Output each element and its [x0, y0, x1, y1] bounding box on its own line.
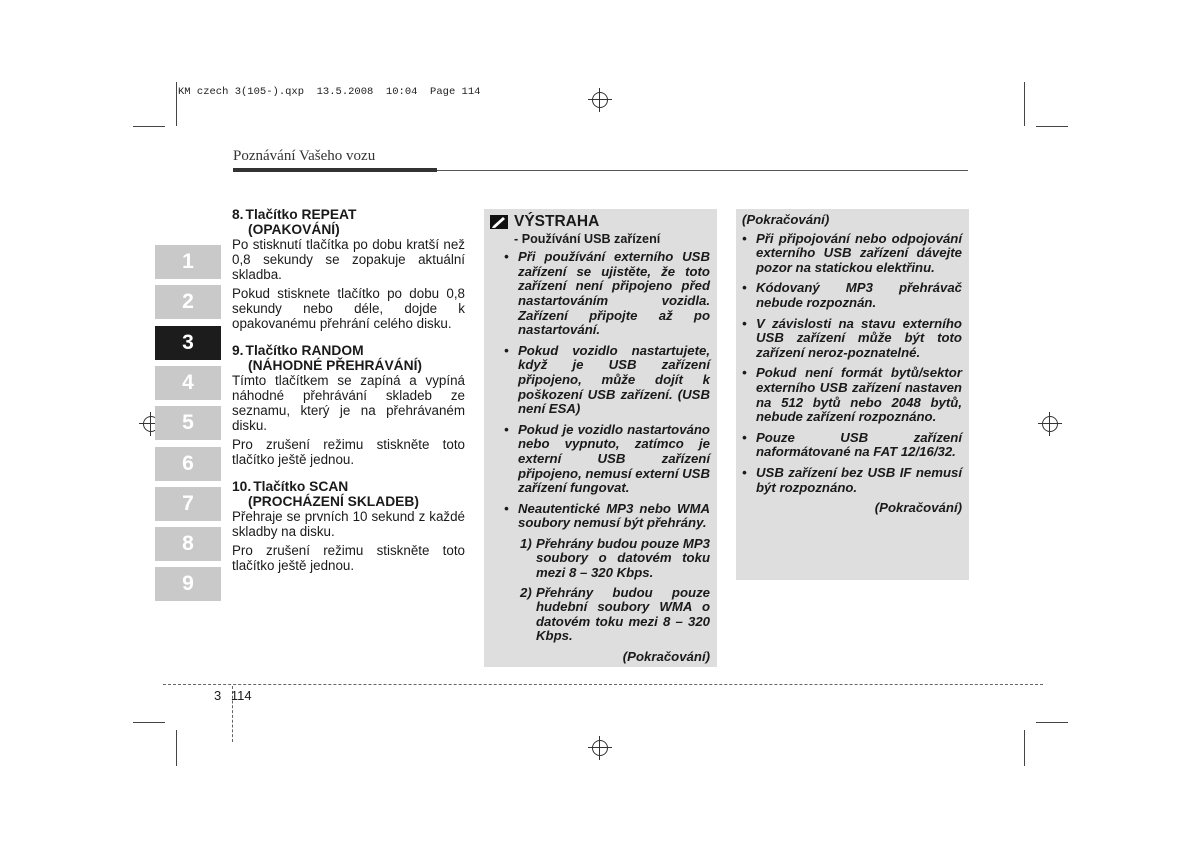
registration-mark-icon	[588, 736, 612, 760]
paragraph: Přehraje se prvních 10 sekund z každé skladby na disku.	[232, 509, 465, 539]
continued-label: (Pokračování)	[874, 500, 962, 516]
paragraph: Pokud stisknete tlačítko po dobu 0,8 sekundy nebo déle, dojde k opakovanému přehrání celého disku.	[232, 286, 465, 331]
chapter-tab-5[interactable]: 5	[155, 406, 221, 440]
crop-mark	[1036, 126, 1068, 127]
item-heading: 10. Tlačítko SCAN (PROCHÁZENÍ SKLADEB)	[232, 479, 419, 509]
sub-list	[504, 537, 710, 644]
crop-mark	[176, 82, 177, 126]
chapter-tab-2[interactable]: 2	[155, 285, 221, 319]
crop-mark	[133, 126, 165, 127]
item-heading: 9. Tlačítko RANDOM (NÁHODNÉ PŘEHRÁVÁNÍ)	[232, 343, 422, 373]
warning-subtitle: - Používání USB zařízení	[514, 231, 661, 246]
list-item: • V závislosti na stavu externího USB zařízení může být toto zařízení neroz-poznatelné.	[742, 315, 962, 360]
paragraph: Pro zrušení režimu stiskněte toto tlačítko ještě jednou.	[232, 437, 465, 467]
continued-label: (Pokračování)	[742, 212, 830, 227]
warning-title: VÝSTRAHA	[504, 215, 710, 230]
chapter-tab-6[interactable]: 6	[155, 447, 221, 481]
paragraph: Tímto tlačítkem se zapíná a vypíná náhodné přehrávání skladeb ze seznamu, který je na přehrávaném disku.	[232, 373, 465, 433]
print-slug: KM czech 3(105-).qxp 13.5.2008 10:04 Page 114	[178, 86, 481, 98]
crop-mark	[1024, 730, 1025, 766]
sub-list-item: 1) Přehrány budou pouze MP3 soubory o datovém toku mezi 8 – 320 Kbps.	[520, 535, 710, 581]
crop-mark	[133, 722, 165, 723]
list-item: • Kódovaný MP3 přehrávač nebude rozpoznán.	[742, 280, 962, 310]
registration-mark-icon	[588, 88, 612, 112]
list-item: • Pouze USB zařízení naformátované na FAT 12/16/32.	[742, 429, 962, 460]
chapter-tab-1[interactable]: 1	[155, 245, 221, 279]
list-item: • Při používání externího USB zařízení se ujistěte, že toto zařízení není připojeno před nastartováním vozidla. Zařízení připojte až po nastartování.	[504, 249, 710, 338]
sub-list-item: 2) Přehrány budou pouze hudební soubory WMA o datovém toku mezi 8 – 320 Kbps.	[520, 584, 710, 644]
chapter-tab-4[interactable]: 4	[155, 366, 221, 400]
list-item: • Pokud není formát bytů/sektor externího USB zařízení nastaven na 512 bytů nebo 2048 bytů, nebude zařízení rozpoznáno.	[742, 365, 962, 425]
paragraph: Pro zrušení režimu stiskněte toto tlačítko ještě jednou.	[232, 543, 465, 573]
list-item: • Pokud je vozidlo nastartováno nebo vypnuto, zatímco je externí USB zařízení připojeno, nemusí externí USB zařízení fungovat.	[504, 421, 710, 496]
chapter-tab-9[interactable]: 9	[155, 567, 221, 601]
footer-rule	[163, 684, 1043, 685]
chapter-number: 3	[214, 688, 222, 703]
warning-list	[504, 250, 710, 531]
list-item: • Pokud vozidlo nastartujete, když je USB zařízení připojeno, může dojít k poškození USB zařízení. (USB není ESA)	[504, 342, 710, 417]
crop-mark	[176, 730, 177, 766]
chapter-tab-7[interactable]: 7	[155, 487, 221, 521]
warning-box-continued	[736, 209, 969, 580]
header-rule-accent	[233, 168, 437, 172]
chapter-tab-3-active[interactable]: 3	[155, 326, 221, 360]
continued-label: (Pokračování)	[622, 649, 710, 665]
warning-list	[742, 232, 962, 496]
crop-mark	[1024, 82, 1025, 126]
warning-icon	[490, 215, 508, 229]
item-repeat	[232, 207, 465, 331]
section-title: Poznávání Vašeho vozu	[233, 148, 376, 164]
list-item: • Neautentické MP3 nebo WMA soubory nemusí být přehrány.	[504, 500, 710, 531]
crop-mark	[1036, 722, 1068, 723]
list-item: • USB zařízení bez USB IF nemusí být rozpoznáno.	[742, 464, 962, 495]
column-buttons	[232, 207, 465, 585]
item-scan	[232, 479, 465, 573]
paragraph: Po stisknutí tlačítka po dobu kratší než 0,8 sekundy se zopakuje aktuální skladba.	[232, 237, 465, 282]
item-heading: 8. Tlačítko REPEAT (OPAKOVÁNÍ)	[232, 207, 357, 237]
page-number-value: 114	[230, 688, 252, 703]
chapter-tab-8[interactable]: 8	[155, 527, 221, 561]
warning-box	[484, 209, 717, 667]
registration-mark-icon	[1038, 412, 1062, 436]
list-item: • Při připojování nebo odpojování externího USB zařízení dávejte pozor na statickou elektřinu.	[742, 230, 962, 275]
item-random	[232, 343, 465, 467]
page-number	[214, 688, 252, 703]
